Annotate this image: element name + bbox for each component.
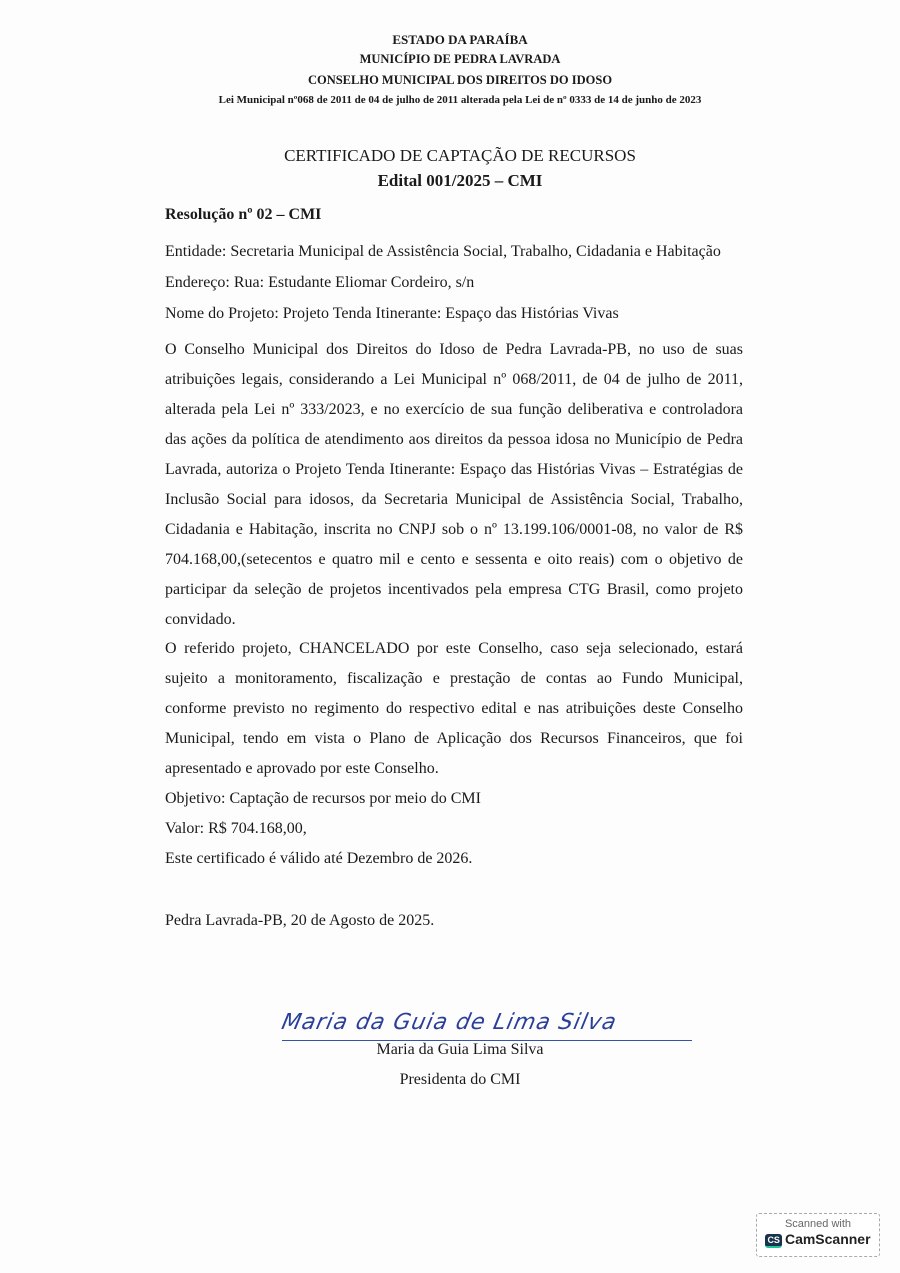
municipality-heading: MUNICÍPIO DE PEDRA LAVRADA xyxy=(359,52,561,66)
paragraph-line: O referido projeto, CHANCELADO por este Conselho, caso seja selecionado, estará xyxy=(165,640,743,657)
camscanner-logo-icon: CS xyxy=(765,1234,782,1248)
paragraph-line: das ações da política de atendimento aos direitos da pessoa idosa no Município de Pedra xyxy=(165,431,743,448)
paragraph-line: sujeito a monitoramento, fiscalização e prestação de contas ao Fundo Municipal, xyxy=(165,670,743,687)
paragraph-line: apresentado e aprovado por este Conselho. xyxy=(165,760,439,777)
resolution-number: Resolução nº 02 – CMI xyxy=(165,206,322,223)
paragraph-line: O Conselho Municipal dos Direitos do Idoso de Pedra Lavrada-PB, no uso de suas xyxy=(165,341,743,358)
council-heading: CONSELHO MUNICIPAL DOS DIREITOS DO IDOSO xyxy=(307,73,613,87)
paragraph-line: alterada pela Lei nº 333/2023, e no exercício de sua função deliberativa e controladora xyxy=(165,401,743,418)
signatory-name: Maria da Guia Lima Silva xyxy=(376,1041,544,1058)
paragraph-line: Cidadania e Habitação, inscrita no CNPJ sob o nº 13.199.106/0001-08, no valor de R$ xyxy=(165,521,743,538)
paragraph-line: participar da seleção de projetos incentivados pela empresa CTG Brasil, como projeto xyxy=(165,581,743,598)
place-date: Pedra Lavrada-PB, 20 de Agosto de 2025. xyxy=(165,912,435,929)
watermark-brand: CamScanner xyxy=(784,1231,871,1247)
handwritten-signature: Maria da Guia de Lima Silva xyxy=(279,1010,620,1035)
edital-number: Edital 001/2025 – CMI xyxy=(377,171,543,190)
watermark-caption: Scanned with xyxy=(784,1218,852,1230)
law-reference: Lei Municipal nº068 de 2011 de 04 de julho de 2011 alterada pela Lei de nº 0333 de 14 de junho de 2023 xyxy=(218,94,702,106)
validity-line: Este certificado é válido até Dezembro de 2026. xyxy=(165,850,473,867)
paragraph-line: convidado. xyxy=(165,611,236,628)
field-project-name: Nome do Projeto: Projeto Tenda Itinerante: Espaço das Histórias Vivas xyxy=(165,305,619,322)
paragraph-line: Inclusão Social para idosos, da Secretaria Municipal de Assistência Social, Trabalho, xyxy=(165,491,743,508)
objective-line: Objetivo: Captação de recursos por meio do CMI xyxy=(165,790,481,807)
paragraph-line: Municipal, tendo em vista o Plano de Aplicação dos Recursos Financeiros, que foi xyxy=(165,730,743,747)
field-address: Endereço: Rua: Estudante Eliomar Cordeiro, s/n xyxy=(165,274,475,291)
camscanner-watermark xyxy=(756,1213,880,1257)
paragraph-line: conforme previsto no regimento do respectivo edital e nas atribuições deste Conselho xyxy=(165,700,743,717)
field-entity: Entidade: Secretaria Municipal de Assistência Social, Trabalho, Cidadania e Habitação xyxy=(165,243,721,260)
state-heading: ESTADO DA PARAÍBA xyxy=(392,32,528,47)
certificate-title: CERTIFICADO DE CAPTAÇÃO DE RECURSOS xyxy=(284,146,636,165)
value-line: Valor: R$ 704.168,00, xyxy=(165,820,307,837)
paragraph-line: Lavrada, autoriza o Projeto Tenda Itinerante: Espaço das Histórias Vivas – Estratégias de xyxy=(165,461,743,478)
signatory-role: Presidenta do CMI xyxy=(399,1071,521,1088)
paragraph-line: 704.168,00,(setecentos e quatro mil e cento e sessenta e oito reais) com o objetivo de xyxy=(165,551,743,568)
paragraph-line: atribuições legais, considerando a Lei Municipal nº 068/2011, de 04 de julho de 2011, xyxy=(165,371,743,388)
